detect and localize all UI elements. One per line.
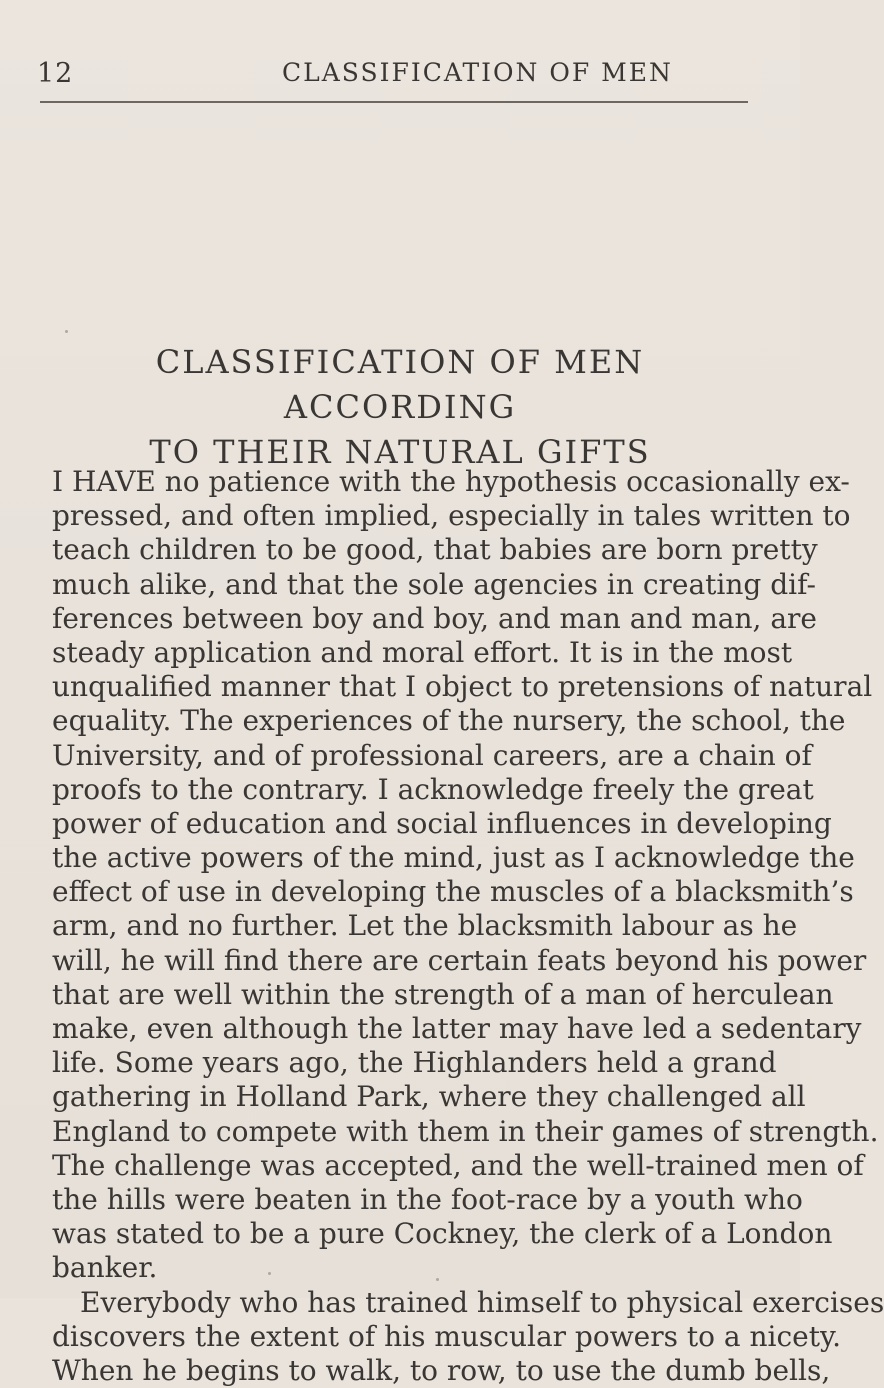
text-line: was stated to be a pure Cockney, the clerk of a London (52, 1217, 833, 1251)
text-line: arm, and no further. Let the blacksmith labour as he (52, 909, 798, 943)
text-line: equality. The experiences of the nursery, the school, the (52, 704, 846, 738)
chapter-title-line-2: TO THEIR NATURAL GIFTS (149, 433, 651, 471)
chapter-title-line-1: CLASSIFICATION OF MEN ACCORDING (155, 343, 645, 426)
text-line: will, he will find there are certain feats beyond his power (52, 943, 867, 977)
page-number: 12 (37, 58, 74, 89)
running-title: CLASSIFICATION OF MEN (282, 58, 673, 87)
text-line: the active powers of the mind, just as I acknowledge the (52, 841, 855, 875)
paper-speck (268, 1272, 271, 1275)
text-line: banker. (52, 1251, 158, 1285)
text-line: that are well within the strength of a man of herculean (52, 977, 834, 1011)
text-line: pressed, and often implied, especially in tales written to (52, 499, 851, 533)
text-line: make, even although the latter may have led a sedentary (52, 1012, 862, 1045)
text-line: ferences between boy and boy, and man and man, are (52, 601, 817, 635)
running-head (37, 58, 757, 92)
paper-speck (436, 1278, 439, 1281)
text-line: effect of use in developing the muscles of a blacksmith’s (52, 875, 854, 909)
text-line: England to compete with them in their games of strength. (52, 1114, 879, 1148)
text-line: power of education and social influences in developing (52, 806, 832, 840)
paper-speck (65, 330, 68, 333)
header-rule (40, 101, 748, 103)
body-text (52, 465, 884, 1388)
text-line: gathering in Holland Park, where they challenged all (52, 1080, 806, 1114)
text-line: teach children to be good, that babies are born pretty (52, 533, 818, 567)
text-line: unqualified manner that I object to pretensions of natural (52, 670, 873, 704)
text-line: The challenge was accepted, and the well-trained men of (52, 1148, 864, 1182)
text-line: University, and of professional careers, are a chain of (52, 738, 812, 772)
text-line: I HAVE no patience with the hypothesis occasionally ex- (52, 465, 850, 498)
text-line: When he begins to walk, to row, to use the dumb bells, (52, 1353, 831, 1387)
text-line: discovers the extent of his muscular powers to a nicety. (52, 1319, 842, 1353)
text-line: steady application and moral effort. It is in the most (52, 635, 793, 669)
text-line: Everybody who has trained himself to physical exercises (80, 1285, 884, 1319)
chapter-title (40, 340, 760, 475)
text-line: the hills were beaten in the foot-race by a youth who (52, 1182, 803, 1216)
text-line: life. Some years ago, the Highlanders held a grand (52, 1046, 777, 1080)
text-line: much alike, and that the sole agencies in creating dif- (52, 567, 816, 601)
text-line: proofs to the contrary. I acknowledge freely the great (52, 772, 814, 806)
